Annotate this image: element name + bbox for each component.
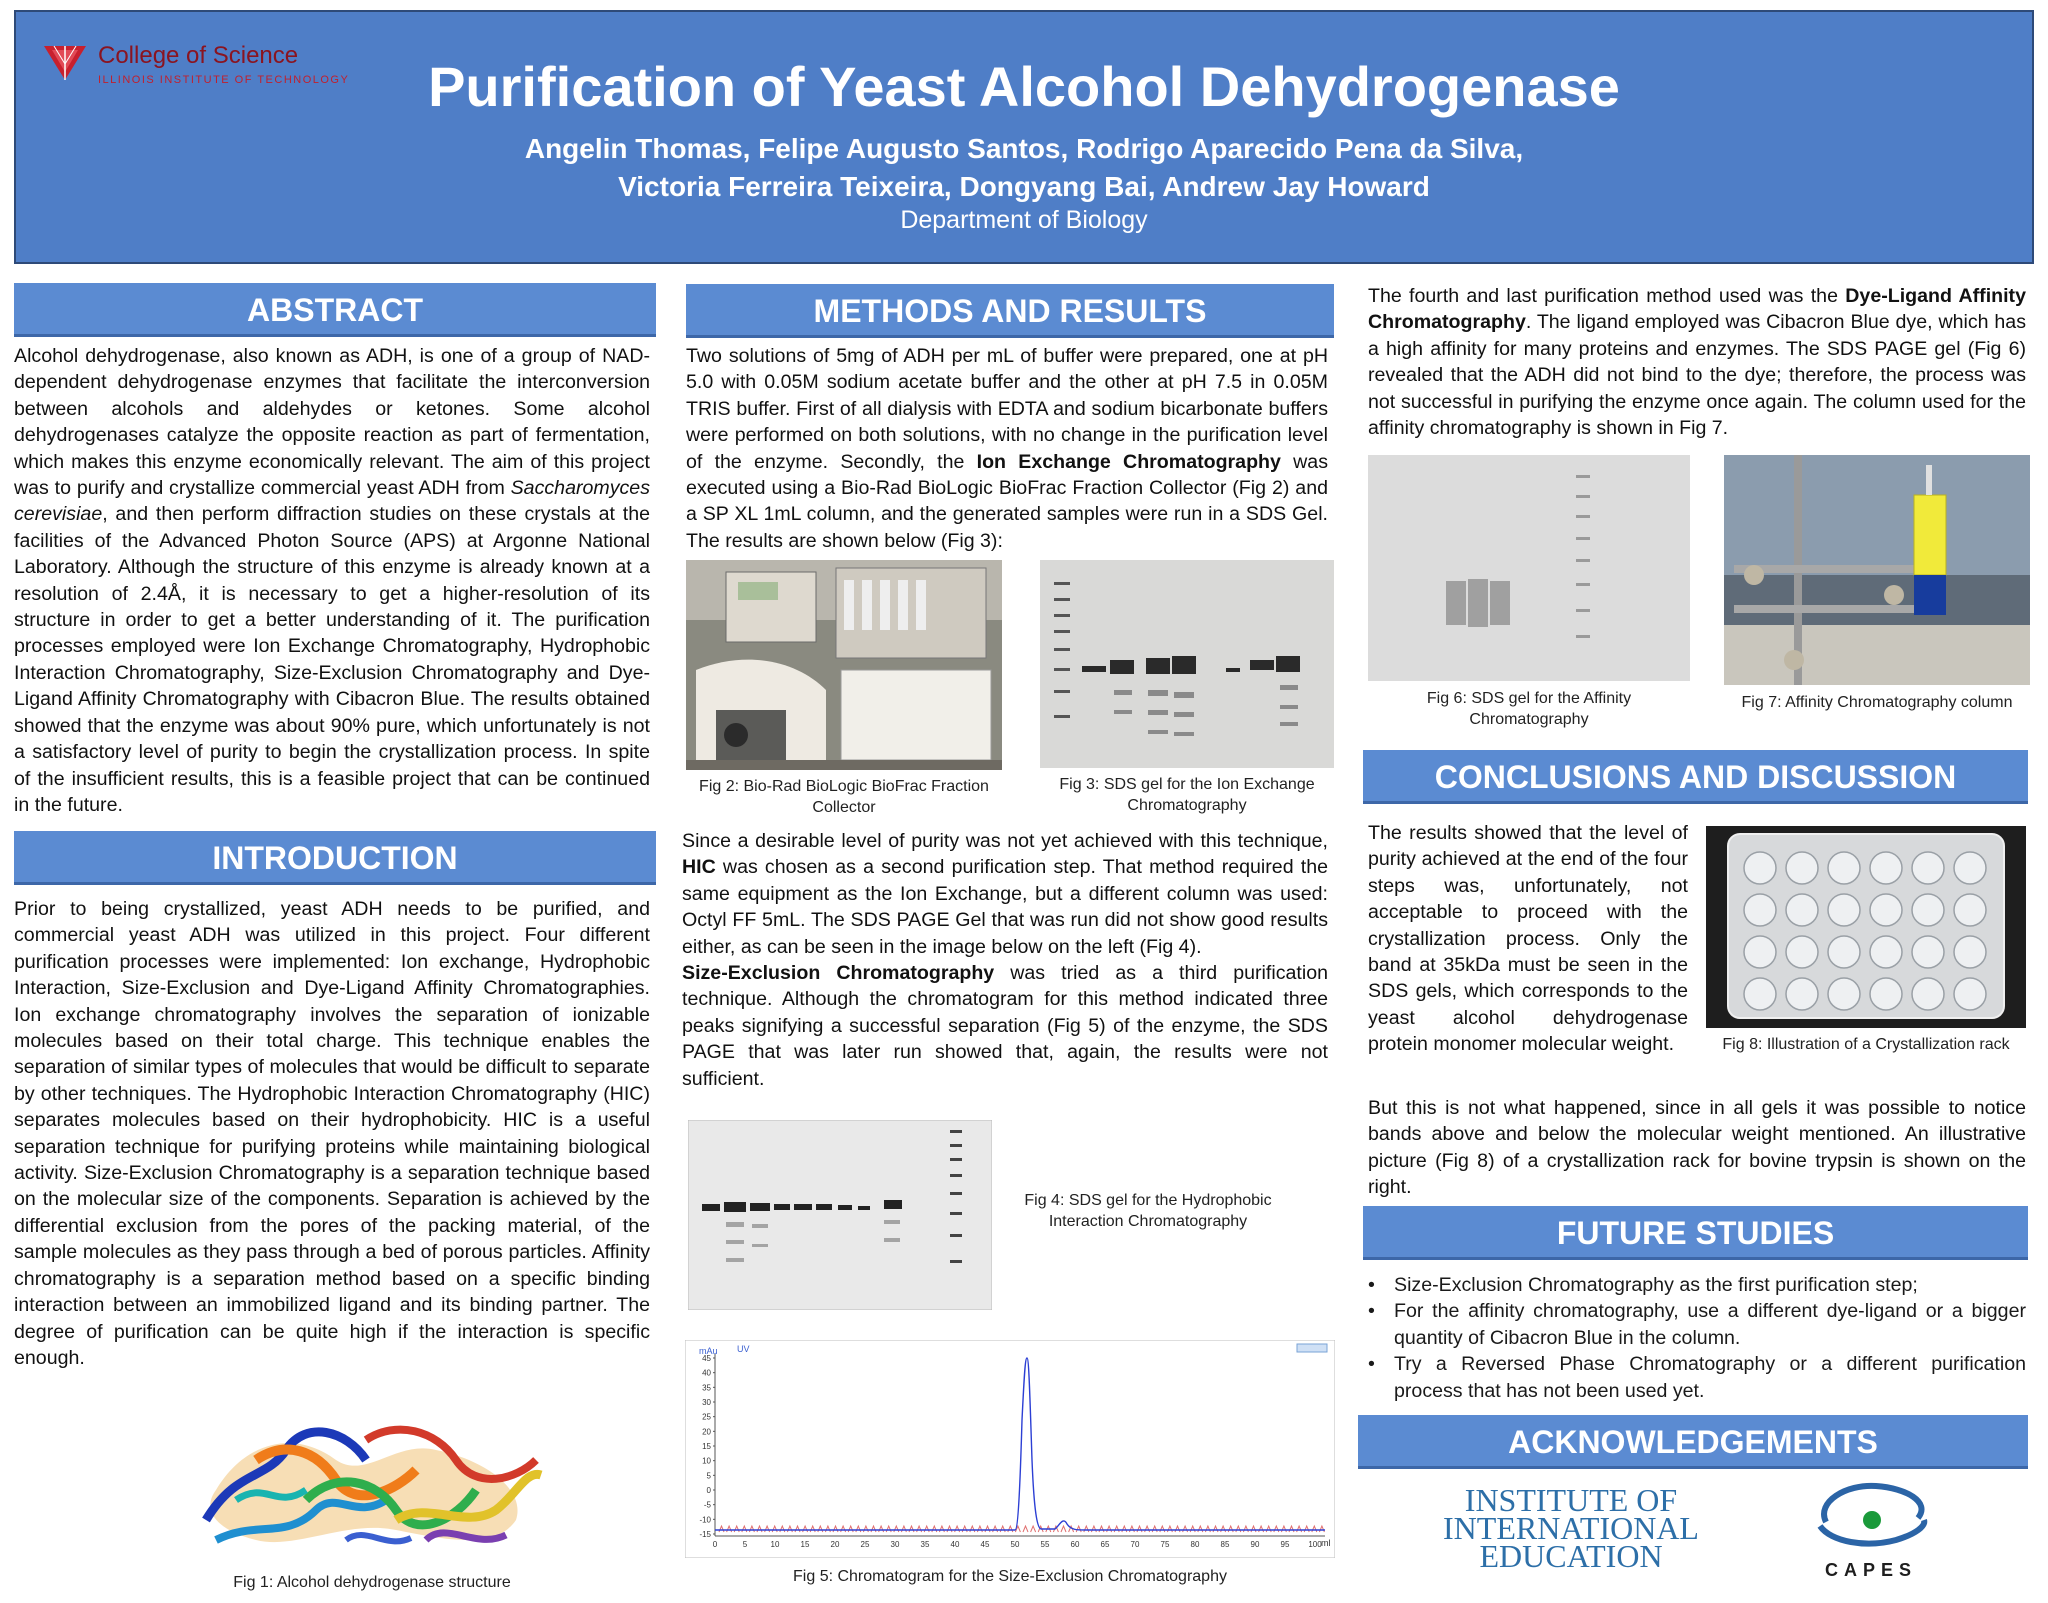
poster-title: Purification of Yeast Alcohol Dehydrogenase — [428, 55, 1620, 118]
x-tick-label: 70 — [1130, 1540, 1140, 1549]
rack-well — [1828, 852, 1860, 884]
authors-line-1: Angelin Thomas, Felipe Augusto Santos, Rodrigo Aparecido Pena da Silva, — [524, 133, 1524, 164]
y-tick-label: 45 — [702, 1354, 711, 1363]
rack-well — [1912, 894, 1944, 926]
chromatogram-unit: mAu — [699, 1346, 718, 1356]
affinity-column-photo — [1724, 455, 2030, 685]
x-tick-label: 25 — [860, 1540, 870, 1549]
methods-text-2c: was chosen as a second purification step. That method required the same equipment as the Ion Exchange, but a different column was used: Octyl FF 5mL. The SDS PAGE Gel that was run did not show good results either, as can be seen in the image below on the left (Fig 4). — [682, 856, 1328, 958]
rack-well — [1870, 936, 1902, 968]
x-tick-label: 85 — [1220, 1540, 1230, 1549]
rack-well — [1786, 852, 1818, 884]
list-item: • Size-Exclusion Chromatography as the first purification step; — [1362, 1272, 2026, 1298]
species-name: Saccharomyces cerevisiae — [14, 477, 650, 526]
rack-well — [1786, 894, 1818, 926]
x-tick-label: 0 — [712, 1540, 718, 1549]
methods-text-3b: was tried as a third purification technique. Although the chromatogram for this method indicated three peaks signifying a successful separation (Fig 5) of the enzyme, the SDS PAGE that was later run showed that, again, the results were not sufficient. — [682, 962, 1328, 1090]
y-tick-label: 30 — [702, 1398, 711, 1407]
introduction-heading: INTRODUCTION — [14, 831, 656, 885]
affinity-method: Dye-Ligand Affinity Chromatography — [1368, 285, 2026, 334]
chromatogram-series: UV — [737, 1344, 750, 1354]
acknowledgements-heading: ACKNOWLEDGEMENTS — [1358, 1415, 2028, 1469]
y-tick-label: 10 — [702, 1456, 711, 1466]
fraction-collector-photo — [686, 560, 1002, 770]
methods-text-1a: Two solutions of 5mg of ADH per mL of buffer were prepared, one at pH 5.0 with 0.05M sodium acetate buffer and the other at pH 7.5 in 0.05M TRIS buffer. First of all dialysis with EDTA and sodium bicarbonate buffers were performed on both solutions, with no change in the purification level of the enzyme. Secondly, the — [686, 345, 1328, 473]
methods-text-2a: Since a desirable level of purity was not yet achieved with this technique, — [682, 830, 1328, 852]
fig7-caption: Fig 7: Affinity Chromatography column — [1741, 694, 2013, 711]
chromatogram-x-unit: ml — [1321, 1538, 1331, 1548]
future-studies-heading: FUTURE STUDIES — [1363, 1206, 2028, 1260]
rack-well — [1954, 894, 1986, 926]
x-tick-label: 75 — [1160, 1540, 1170, 1549]
iie-logo — [1430, 1482, 1712, 1574]
x-tick-label: 15 — [800, 1540, 810, 1549]
rack-well — [1786, 936, 1818, 968]
y-tick-label: 40 — [702, 1368, 711, 1378]
fig4-caption: Fig 4: SDS gel for the Hydrophobic Interaction Chromatography — [1024, 1192, 1272, 1230]
methods-text-2 — [682, 828, 1328, 1092]
x-tick-label: 45 — [980, 1540, 990, 1549]
capes-logo-text: CAPES — [1824, 1560, 1917, 1580]
list-item: • Try a Reversed Phase Chromatography or a different purification process that has not been used yet. — [1362, 1351, 2026, 1404]
rack-well — [1786, 978, 1818, 1010]
logo-title: College of Science — [98, 42, 299, 69]
authors — [16, 130, 2032, 206]
rack-well — [1744, 936, 1776, 968]
list-item: • For the affinity chromatography, use a different dye-ligand or a bigger quantity of Cibacron Blue in the column. — [1362, 1298, 2026, 1351]
authors-line-2: Victoria Ferreira Teixeira, Dongyang Bai, Andrew Jay Howard — [618, 171, 1430, 202]
x-tick-label: 80 — [1190, 1540, 1200, 1549]
y-tick-label: 5 — [706, 1471, 711, 1481]
conclusions-heading: CONCLUSIONS AND DISCUSSION — [1363, 750, 2028, 804]
iie-logo-line-1: INSTITUTE OF — [1464, 1482, 1678, 1518]
iie-logo-line-3: EDUCATION — [1479, 1538, 1663, 1574]
x-tick-label: 65 — [1100, 1540, 1110, 1549]
rack-well — [1912, 852, 1944, 884]
abstract-text — [14, 343, 650, 818]
iie-logo-line-2: INTERNATIONAL — [1443, 1510, 1699, 1546]
methods-hic: HIC — [682, 856, 716, 879]
methods-text-1c: was executed using a Bio-Rad BioLogic BioFrac Fraction Collector (Fig 2) and a SP XL 1mL column, and the generated samples were run in a SDS Gel. The results are shown below (Fig 3): — [686, 450, 1328, 552]
rack-well — [1870, 978, 1902, 1010]
affinity-text — [1368, 283, 2026, 441]
chromatogram-legend-box — [1297, 1344, 1327, 1352]
future-studies-list — [1362, 1272, 2026, 1404]
rack-well — [1954, 852, 1986, 884]
y-tick-label: 35 — [702, 1383, 711, 1393]
rack-well — [1828, 894, 1860, 926]
adh-structure-image — [196, 1400, 548, 1566]
y-tick-label: -10 — [699, 1515, 711, 1525]
rack-well — [1828, 936, 1860, 968]
y-tick-label: -15 — [699, 1530, 711, 1539]
methods-heading: METHODS AND RESULTS — [686, 284, 1334, 338]
x-tick-label: 55 — [1040, 1540, 1050, 1549]
methods-ion-exchange: Ion Exchange Chromatography — [976, 450, 1281, 473]
x-tick-label: 50 — [1010, 1540, 1020, 1549]
crystallization-rack-photo — [1706, 826, 2026, 1028]
y-tick-label: -5 — [703, 1500, 711, 1510]
fig5-caption: Fig 5: Chromatogram for the Size-Exclusion Chromatography — [793, 1568, 1227, 1585]
y-tick-label: 20 — [702, 1427, 711, 1437]
rack-well — [1870, 852, 1902, 884]
x-tick-label: 60 — [1070, 1540, 1080, 1549]
rack-well — [1744, 852, 1776, 884]
x-tick-label: 90 — [1250, 1540, 1260, 1549]
x-tick-label: 35 — [920, 1540, 930, 1549]
fig8-caption: Fig 8: Illustration of a Crystallization rack — [1722, 1036, 2010, 1053]
y-tick-label: 15 — [702, 1442, 711, 1451]
logo-subtitle: ILLINOIS INSTITUTE OF TECHNOLOGY — [98, 74, 350, 86]
capes-logo-icon — [1806, 1482, 1936, 1556]
x-tick-label: 40 — [950, 1540, 960, 1549]
rack-well — [1870, 894, 1902, 926]
rack-well — [1744, 894, 1776, 926]
hic-gel-image — [688, 1120, 992, 1310]
poster-header — [14, 10, 2034, 264]
x-tick-label: 10 — [770, 1540, 780, 1549]
rack-well — [1828, 978, 1860, 1010]
abstract-heading: ABSTRACT — [14, 283, 656, 337]
x-tick-label: 30 — [890, 1540, 900, 1549]
abstract-text-part-2: , and then perform diffraction studies on these crystals at the facilities of the Advanced Photon Source (APS) at Argonne National Laboratory. Although the structure of this enzyme is already known at a resolution of 2.4Å, it is necessary to get a higher-resolution of its structure in order to get a better understanding of it. The purification processes employed were Ion Exchange Chromatography, Hydrophobic Interaction Chromatography, Size-Exclusion Chromatography and Dye-Ligand Affinity Chromatography with Cibacron Blue. The results obtained showed that the enzyme was about 90% pure, which unfortunately is not a satisfactory level of purity to begin the crystallization process. In spite of the insufficient results, this is a feasible project that can be continued in the future. — [14, 503, 650, 816]
rack-well — [1744, 978, 1776, 1010]
methods-size-exclusion: Size-Exclusion Chromatography — [682, 962, 995, 985]
x-tick-label: 95 — [1280, 1540, 1290, 1549]
fig3-caption: Fig 3: SDS gel for the Ion Exchange Chromatography — [1059, 776, 1315, 814]
conclusions-text-2: But this is not what happened, since in all gels it was possible to notice bands above and below the molecular weight mentioned. An illustrative picture (Fig 8) of a crystallization rack for bovine trypsin is shown on the right. — [1368, 1097, 2026, 1199]
fig6-caption: Fig 6: SDS gel for the Affinity Chromatography — [1426, 690, 1632, 728]
affinity-gel-image — [1368, 455, 1690, 681]
y-tick-label: 0 — [706, 1486, 711, 1495]
fig1-caption: Fig 1: Alcohol dehydrogenase structure — [233, 1574, 511, 1591]
rack-well — [1912, 936, 1944, 968]
department: Department of Biology — [900, 206, 1148, 234]
rack-well — [1954, 978, 1986, 1010]
chromatogram — [685, 1340, 1335, 1558]
ion-exchange-gel-image — [1040, 560, 1334, 768]
x-tick-label: 20 — [830, 1540, 840, 1549]
affinity-text-a: The fourth and last purification method used was the — [1368, 285, 1846, 307]
introduction-text: Prior to being crystallized, yeast ADH needs to be purified, and commercial yeast ADH was utilized in this project. Four different purification processes were implemented: Ion exchange, Hydrophobic Interaction, Size-Exclusion and Dye-Ligand Affinity Chromatographies. Ion exchange chromatography involves the separation of ionizable molecules based on their total charge. This technique enables the separation of similar types of molecules that would be difficult to separate by other techniques. The Hydrophobic Interaction Chromatography (HIC) separates molecules based on their hydrophobicity. HIC is a useful separation technique for purifying proteins while maintaining biological activity. Size-Exclusion Chromatography is a separation technique based on the molecular size of the components. Separation is achieved by the differential exclusion from the pores of the packing material, of the sample molecules as they pass through a bed of porous particles. Affinity chromatography is a separation method based on a specific binding interaction between an immobilized ligand and its binding partner. The degree of purification can be quite high if the interaction is specific enough. — [14, 898, 650, 1369]
x-tick-label: 5 — [742, 1540, 748, 1549]
rack-well — [1912, 978, 1944, 1010]
affinity-text-c: . The ligand employed was Cibacron Blue dye, which has a high affinity for many proteins and enzymes. The SDS PAGE gel (Fig 6) revealed that the ADH did not bind to the dye; therefore, the process was not successful in purifying the enzyme once again. The column used for the affinity chromatography is shown in Fig 7. — [1368, 311, 2026, 440]
fig2-caption: Fig 2: Bio-Rad BioLogic BioFrac Fraction Collector — [699, 778, 989, 816]
methods-text-1 — [686, 343, 1328, 554]
conclusions-text-1: The results showed that the level of purity achieved at the end of the four steps was, unfortunately, not acceptable to proceed with the crystallization process. Only the band at 35kDa must be seen in the SDS gels, which corresponds to the yeast alcohol dehydrogenase protein monomer molecular weight. — [1368, 822, 1688, 1056]
abstract-text-part-1: Alcohol dehydrogenase, also known as ADH, is one of a group of NAD-dependent dehydrogenase enzymes that facilitate the interconversion between alcohols and aldehydes or ketones. Some alcohol dehydrogenases catalyze the opposite reaction as part of fermentation, which makes this enzyme economically relevant. The aim of this project was to purify and crystallize commercial yeast ADH from — [14, 345, 650, 500]
rack-well — [1954, 936, 1986, 968]
y-tick-label: 25 — [702, 1412, 711, 1422]
x-tick-label: 100 — [1308, 1540, 1322, 1549]
